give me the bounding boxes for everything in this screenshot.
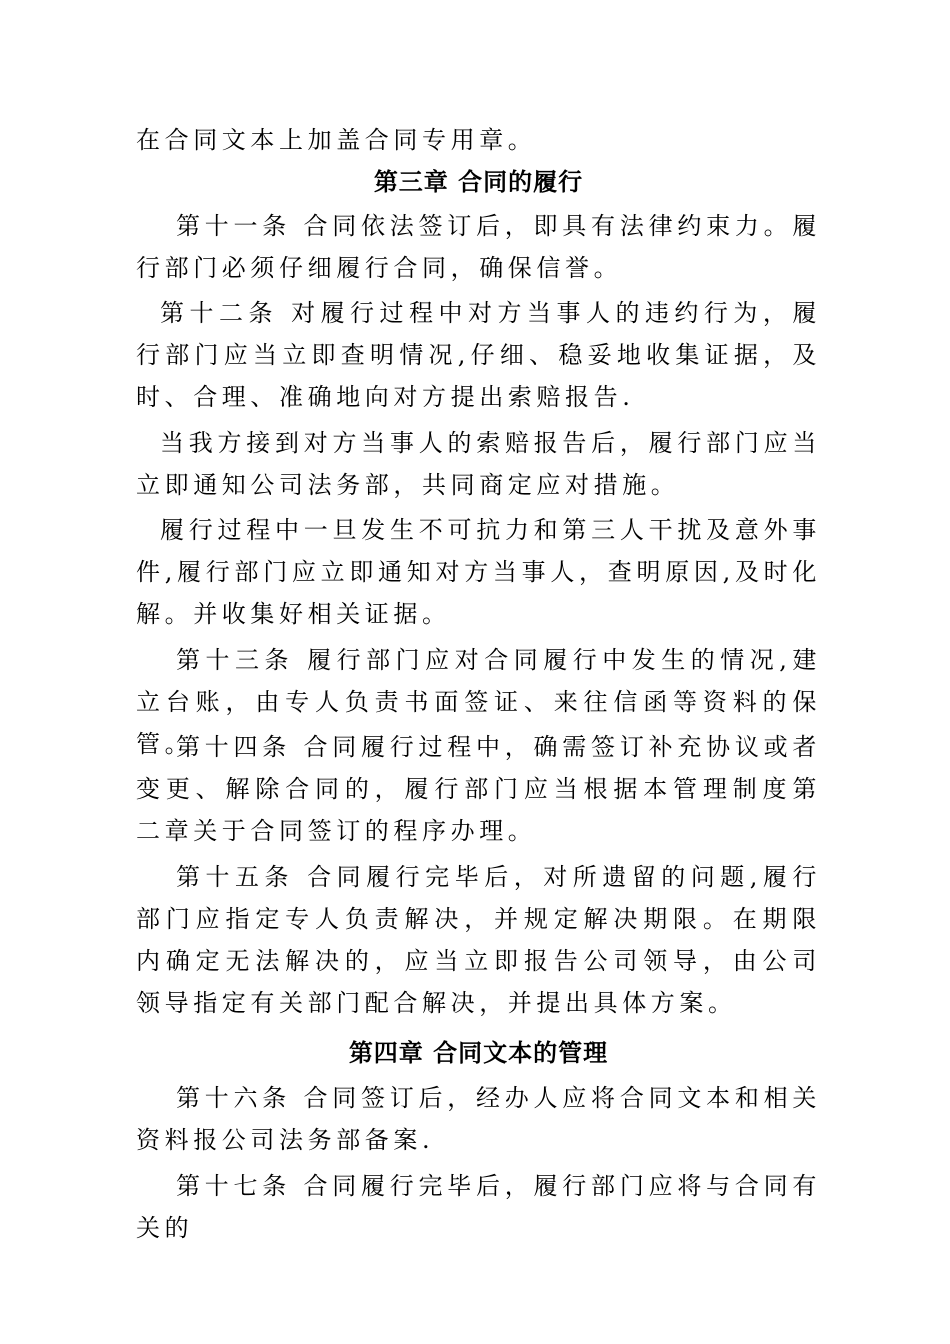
article-12-claim-received: 当我方接到对方当事人的索赔报告后，履行部门应当立即通知公司法务部，共同商定应对措施。: [136, 429, 821, 499]
chapter-3-heading: 第三章 合同的履行: [373, 168, 584, 196]
article-12: 第十二条 对履行过程中对方当事人的违约行为，履行部门应当立即查明情况,仔细、稳妥地收集证据，及时、合理、准确地向对方提出索赔报告.: [136, 299, 821, 411]
article-14: 第十四条 合同履行过程中，确需签订补充协议或者变更、解除合同的，履行部门应当根据本管理制度第二章关于合同签订的程序办理。: [136, 733, 821, 845]
paragraph-seal-clause: 在合同文本上加盖合同专用章。: [136, 126, 537, 154]
article-15: 第十五条 合同履行完毕后，对所遗留的问题,履行部门应指定专人负责解决，并规定解决期限。在期限内确定无法解决的，应当立即报告公司领导，由公司领导指定有关部门配合解决，并提出具体方案。: [136, 863, 821, 1017]
article-17: 第十七条 合同履行完毕后，履行部门应将与合同有关的: [136, 1172, 821, 1242]
article-11: 第十一条 合同依法签订后，即具有法律约束力。履行部门必须仔细履行合同，确保信誉。: [136, 212, 821, 282]
article-12-force-majeure: 履行过程中一旦发生不可抗力和第三人干扰及意外事件,履行部门应立即通知对方当事人，查明原因,及时化解。并收集好相关证据。: [136, 516, 821, 628]
article-13: 第十三条 履行部门应对合同履行中发生的情况,建立台账，由专人负责书面签证、来往信函等资料的保管。: [136, 646, 821, 758]
article-16: 第十六条 合同签订后，经办人应将合同文本和相关资料报公司法务部备案.: [136, 1084, 821, 1154]
chapter-4-heading: 第四章 合同文本的管理: [348, 1039, 609, 1067]
